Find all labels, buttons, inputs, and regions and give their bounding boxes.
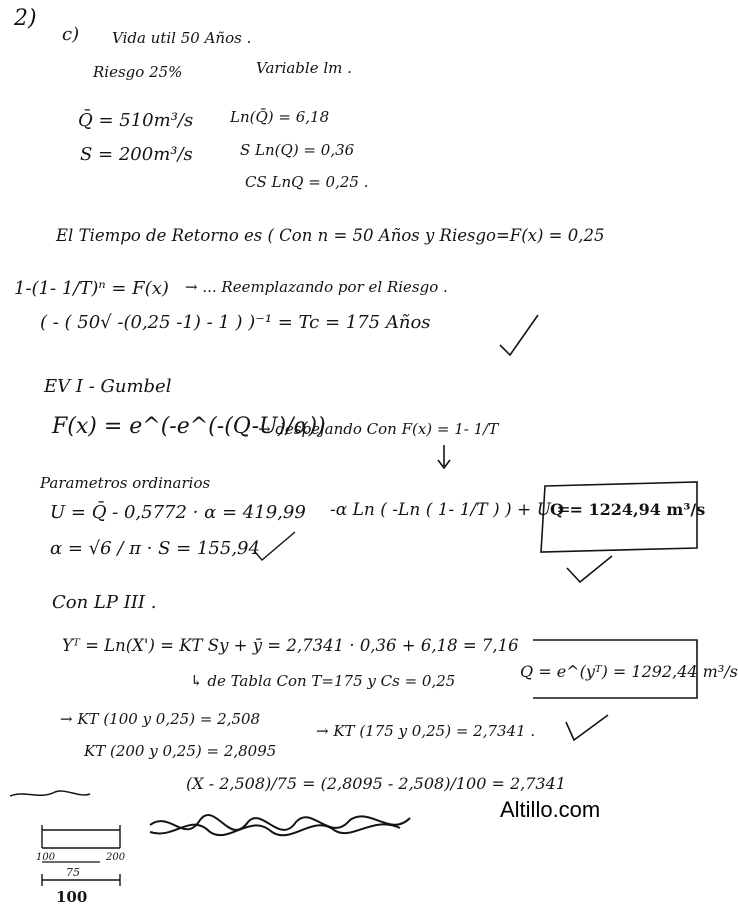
q-gumbel-expression: -α Ln ( -Ln ( 1- 1/T ) ) + U = [330,500,571,520]
diagram-total-label: 100 [56,888,88,906]
formula-lhs: 1-(1- 1/T)ⁿ = F(x) [14,278,169,299]
diagram-left-label: 100 [36,852,56,863]
tiempo-retorno: El Tiempo de Retorno es ( Con n = 50 Años y Riesgo=F(x) = 0,25 [56,226,605,245]
crossed-out-mark [10,791,90,796]
problem-number: 2) [14,6,37,31]
kt-175: → KT (175 y 0,25) = 2,7341 . [316,722,536,740]
interpolation: (X - 2,508)/75 = (2,8095 - 2,508)/100 = 2,7341 [186,774,566,793]
con-lp3: Con LP III . [52,592,157,613]
formula-note: → ... Reemplazando por el Riesgo . [185,278,448,296]
down-arrow-icon [438,445,450,468]
check-mark-2 [567,556,612,582]
interp-diagram-scale [42,874,120,886]
cs-ln: CS LnQ = 0,25 . [245,173,369,191]
u-equation: U = Q̄ - 0,5772 · α = 419,99 [50,502,306,523]
ev1-gumbel-title: EV I - Gumbel [44,376,172,397]
gumbel-cdf: F(x) = e^(-e^(-(Q-U)/α)) [52,414,326,439]
q-lp3-result: Q = e^(yᵀ) = 1292,44 m³/s [520,662,738,681]
diagram-right-label: 200 [106,852,126,863]
param-ordinarios: Parametros ordinarios [40,474,211,492]
section-label: c) [62,24,80,45]
s-ln: S Ln(Q) = 0,36 [240,141,355,159]
kt-200: KT (200 y 0,25) = 2,8095 [84,742,277,760]
ln-q: Ln(Q̄) = 6,18 [230,108,330,126]
check-mark-1 [500,315,538,355]
variable: Variable lm . [256,59,352,77]
q-gumbel-result: Q = 1224,94 m³/s [550,500,706,519]
diagram-mid-label: 75 [66,866,80,879]
s-value: S = 200m³/s [80,144,193,165]
watermark: Altillo.com [500,797,601,822]
interp-diagram-bar [42,825,120,848]
riesgo: Riesgo 25% [93,63,183,81]
despejando: → despejando Con F(x) = 1- 1/T [258,420,499,438]
crossed-out-scribble [150,815,410,830]
check-mark-4 [566,715,608,740]
tabla-note: ↳ de Tabla Con T=175 y Cs = 0,25 [190,672,456,690]
q-mean: Q̄ = 510m³/s [78,110,194,131]
yt-equation: Yᵀ = Ln(X') = KT Sy + ȳ = 2,7341 · 0,36 + 6,18 = 7,16 [62,636,519,655]
kt-100: → KT (100 y 0,25) = 2,508 [60,710,261,728]
vida-util: Vida util 50 Años . [112,29,252,47]
alpha-equation: α = √6 / π · S = 155,94 [50,538,260,559]
check-mark-3 [255,532,295,560]
formula-solved: ( - ( 50√ -(0,25 -1) - 1 ) )⁻¹ = Tc = 175 Años [40,312,431,333]
